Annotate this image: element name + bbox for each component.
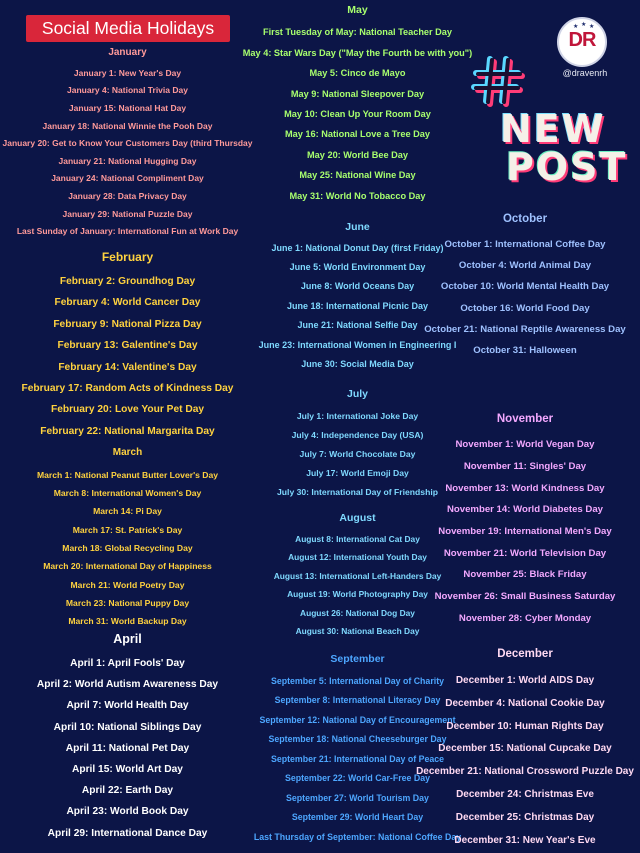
holiday-item-november: November 1: World Vegan Day — [455, 439, 595, 451]
holiday-item-november: November 28: Cyber Monday — [458, 612, 592, 624]
holiday-item-april: April 10: National Siblings Day — [53, 721, 202, 733]
holiday-item-june: June 30: Social Media Day — [301, 358, 414, 369]
holiday-item-april: April 23: World Book Day — [66, 806, 189, 818]
holiday-item-july: July 7: World Chocolate Day — [299, 448, 416, 459]
holiday-item-march: March 31: World Backup Day — [68, 616, 187, 627]
holiday-item-june: June 18: International Picnic Day — [286, 300, 429, 311]
holiday-item-january: January 1: New Year's Day — [73, 67, 182, 78]
holiday-item-june: June 23: International Women in Engineering I — [258, 339, 457, 350]
holiday-item-september: September 12: National Day of Encouragement — [259, 714, 456, 725]
holiday-item-september: September 27: World Tourism Day — [286, 792, 429, 803]
holiday-item-september: September 22: World Car-Free Day — [284, 773, 431, 784]
holiday-item-march: March 8: International Women's Day — [53, 488, 202, 498]
holiday-item-january: Last Sunday of January: International Fun at Work Day — [16, 226, 239, 237]
holiday-item-september: Last Thursday of September: National Coffee Day — [253, 831, 462, 842]
holiday-item-october: October 21: National Reptile Awareness Day — [424, 323, 626, 335]
holiday-item-september: September 18: National Cheeseburger Day — [268, 734, 447, 745]
hashtag-icon — [470, 52, 530, 112]
holiday-item-june: June 8: World Oceans Day — [300, 281, 415, 292]
month-heading-february: February — [101, 250, 154, 264]
holiday-item-december: December 1: World AIDS Day — [455, 675, 595, 686]
holiday-item-september: September 5: International Day of Charity — [270, 675, 445, 686]
holiday-item-february: February 17: Random Acts of Kindness Day — [21, 382, 234, 394]
holiday-item-january: January 24: National Compliment Day — [51, 173, 204, 184]
holiday-item-july: July 17: World Emoji Day — [306, 468, 409, 478]
holiday-item-august: August 12: International Youth Day — [288, 552, 427, 563]
holiday-item-december: December 25: Christmas Day — [455, 811, 595, 823]
holiday-item-october: October 31: Halloween — [473, 344, 577, 356]
holiday-item-february: February 20: Love Your Pet Day — [50, 404, 205, 416]
holiday-item-may: May 20: World Bee Day — [307, 149, 408, 160]
holiday-item-december: December 10: Human Rights Day — [446, 720, 604, 732]
holiday-item-february: February 13: Galentine's Day — [57, 340, 198, 352]
holiday-item-may: May 9: National Sleepover Day — [290, 88, 425, 99]
holiday-item-april: April 2: World Autism Awareness Day — [36, 679, 219, 691]
month-heading-january: January — [108, 47, 147, 58]
new-post-word-new: NEW — [500, 107, 606, 151]
holiday-item-april: April 29: International Dance Day — [47, 827, 208, 839]
holiday-item-march: March 23: National Puppy Day — [65, 597, 190, 608]
month-heading-march: March — [112, 447, 143, 458]
holiday-item-march: March 18: Global Recycling Day — [62, 542, 193, 553]
user-handle: @dravenrh — [562, 68, 608, 78]
holiday-item-june: June 5: World Environment Day — [289, 261, 426, 272]
month-heading-april: April — [113, 631, 142, 646]
holiday-item-december: December 4: National Cookie Day — [445, 697, 605, 709]
holiday-item-march: March 14: Pi Day — [93, 506, 162, 517]
avatar-initials: DR — [568, 29, 596, 51]
holiday-item-february: February 4: World Cancer Day — [54, 297, 201, 309]
holiday-item-january: January 28: Data Privacy Day — [68, 190, 187, 201]
holiday-item-june: June 21: National Selfie Day — [297, 320, 418, 331]
holiday-item-january: January 4: National Trivia Day — [67, 85, 188, 96]
holiday-item-april: April 15: World Art Day — [72, 763, 183, 775]
holiday-item-march: March 20: International Day of Happiness — [43, 561, 212, 572]
holiday-item-november: November 13: World Kindness Day — [445, 482, 605, 494]
holiday-item-december: December 21: National Crossword Puzzle Day — [416, 766, 634, 778]
holiday-item-january: January 29: National Puzzle Day — [62, 208, 193, 219]
month-heading-july: July — [346, 387, 368, 400]
holiday-item-march: March 21: World Poetry Day — [70, 579, 185, 590]
month-heading-september: September — [330, 652, 385, 665]
holiday-item-september: September 29: World Heart Day — [291, 812, 424, 823]
holiday-item-february: February 14: Valentine's Day — [58, 361, 197, 373]
month-heading-october: October — [502, 213, 548, 226]
holiday-item-april: April 1: April Fools' Day — [70, 657, 185, 669]
month-heading-june: June — [345, 220, 370, 233]
holiday-item-february: February 9: National Pizza Day — [53, 318, 202, 330]
month-heading-may: May — [347, 3, 368, 16]
holiday-item-august: August 26: National Dog Day — [300, 607, 415, 618]
holiday-item-february: February 22: National Margarita Day — [40, 425, 215, 437]
holiday-item-october: October 10: World Mental Health Day — [440, 281, 610, 293]
star-icon: ★ — [589, 24, 595, 30]
holiday-item-january: January 21: National Hugging Day — [58, 155, 197, 166]
month-heading-august: August — [339, 511, 376, 524]
star-icon: ★ — [573, 24, 579, 30]
holiday-item-june: June 1: National Donut Day (first Friday) — [271, 242, 444, 253]
holiday-item-january: January 20: Get to Know Your Customers Day (third Thursday — [2, 138, 253, 149]
holiday-item-february: February 2: Groundhog Day — [59, 275, 196, 287]
holiday-item-march: March 1: National Peanut Butter Lover's Day — [36, 469, 219, 480]
holiday-item-september: September 8: International Literacy Day — [274, 695, 441, 706]
month-heading-december: December — [497, 648, 553, 661]
holiday-item-july: July 1: International Joke Day — [296, 410, 419, 421]
holiday-item-may: May 4: Star Wars Day ("May the Fourth be with you") — [242, 47, 473, 58]
holiday-item-april: April 7: World Health Day — [66, 700, 189, 712]
avatar — [557, 17, 607, 67]
holiday-item-april: April 22: Earth Day — [81, 785, 174, 797]
holiday-item-november: November 14: World Diabetes Day — [446, 504, 604, 516]
holiday-item-october: October 16: World Food Day — [460, 302, 590, 314]
holiday-item-may: May 31: World No Tobacco Day — [289, 190, 426, 201]
star-icon: ★ — [581, 22, 587, 28]
holiday-item-august: August 30: National Beach Day — [295, 626, 420, 637]
page-title: Social Media Holidays — [26, 15, 230, 42]
holiday-item-november: November 11: Singles' Day — [463, 460, 587, 472]
holiday-item-october: October 1: International Coffee Day — [444, 239, 606, 251]
holiday-item-december: December 24: Christmas Eve — [456, 789, 594, 800]
holiday-item-july: July 4: Independence Day (USA) — [291, 429, 424, 440]
holiday-item-august: August 13: International Left-Handers Day — [273, 570, 442, 581]
holiday-item-may: May 25: National Wine Day — [299, 170, 416, 181]
new-post-word-post: POST — [506, 145, 628, 189]
holiday-item-july: July 30: International Day of Friendship — [277, 487, 438, 498]
holiday-item-november: November 21: World Television Day — [443, 547, 607, 559]
holiday-item-october: October 4: World Animal Day — [458, 260, 592, 272]
holiday-item-november: November 19: International Men's Day — [438, 526, 612, 537]
holiday-item-january: January 15: National Hat Day — [68, 102, 187, 113]
holiday-item-january: January 18: National Winnie the Pooh Day — [42, 120, 213, 131]
holiday-item-november: November 26: Small Business Saturday — [434, 591, 616, 603]
holiday-item-may: May 16: National Love a Tree Day — [284, 129, 431, 140]
holiday-item-may: May 10: Clean Up Your Room Day — [284, 109, 431, 119]
holiday-item-april: April 11: National Pet Day — [65, 742, 190, 754]
holiday-item-august: August 19: World Photography Day — [287, 589, 428, 600]
holiday-item-december: December 31: New Year's Eve — [454, 834, 596, 846]
holiday-item-september: September 21: International Day of Peace — [270, 753, 445, 764]
holiday-item-may: May 5: Cinco de Mayo — [309, 68, 406, 79]
holiday-item-november: November 25: Black Friday — [463, 569, 587, 581]
holiday-item-december: December 15: National Cupcake Day — [438, 743, 612, 755]
month-heading-november: November — [496, 413, 554, 426]
holiday-item-may: First Tuesday of May: National Teacher Day — [262, 27, 453, 38]
holiday-item-august: August 8: International Cat Day — [295, 533, 420, 544]
holiday-item-march: March 17: St. Patrick's Day — [72, 524, 183, 535]
